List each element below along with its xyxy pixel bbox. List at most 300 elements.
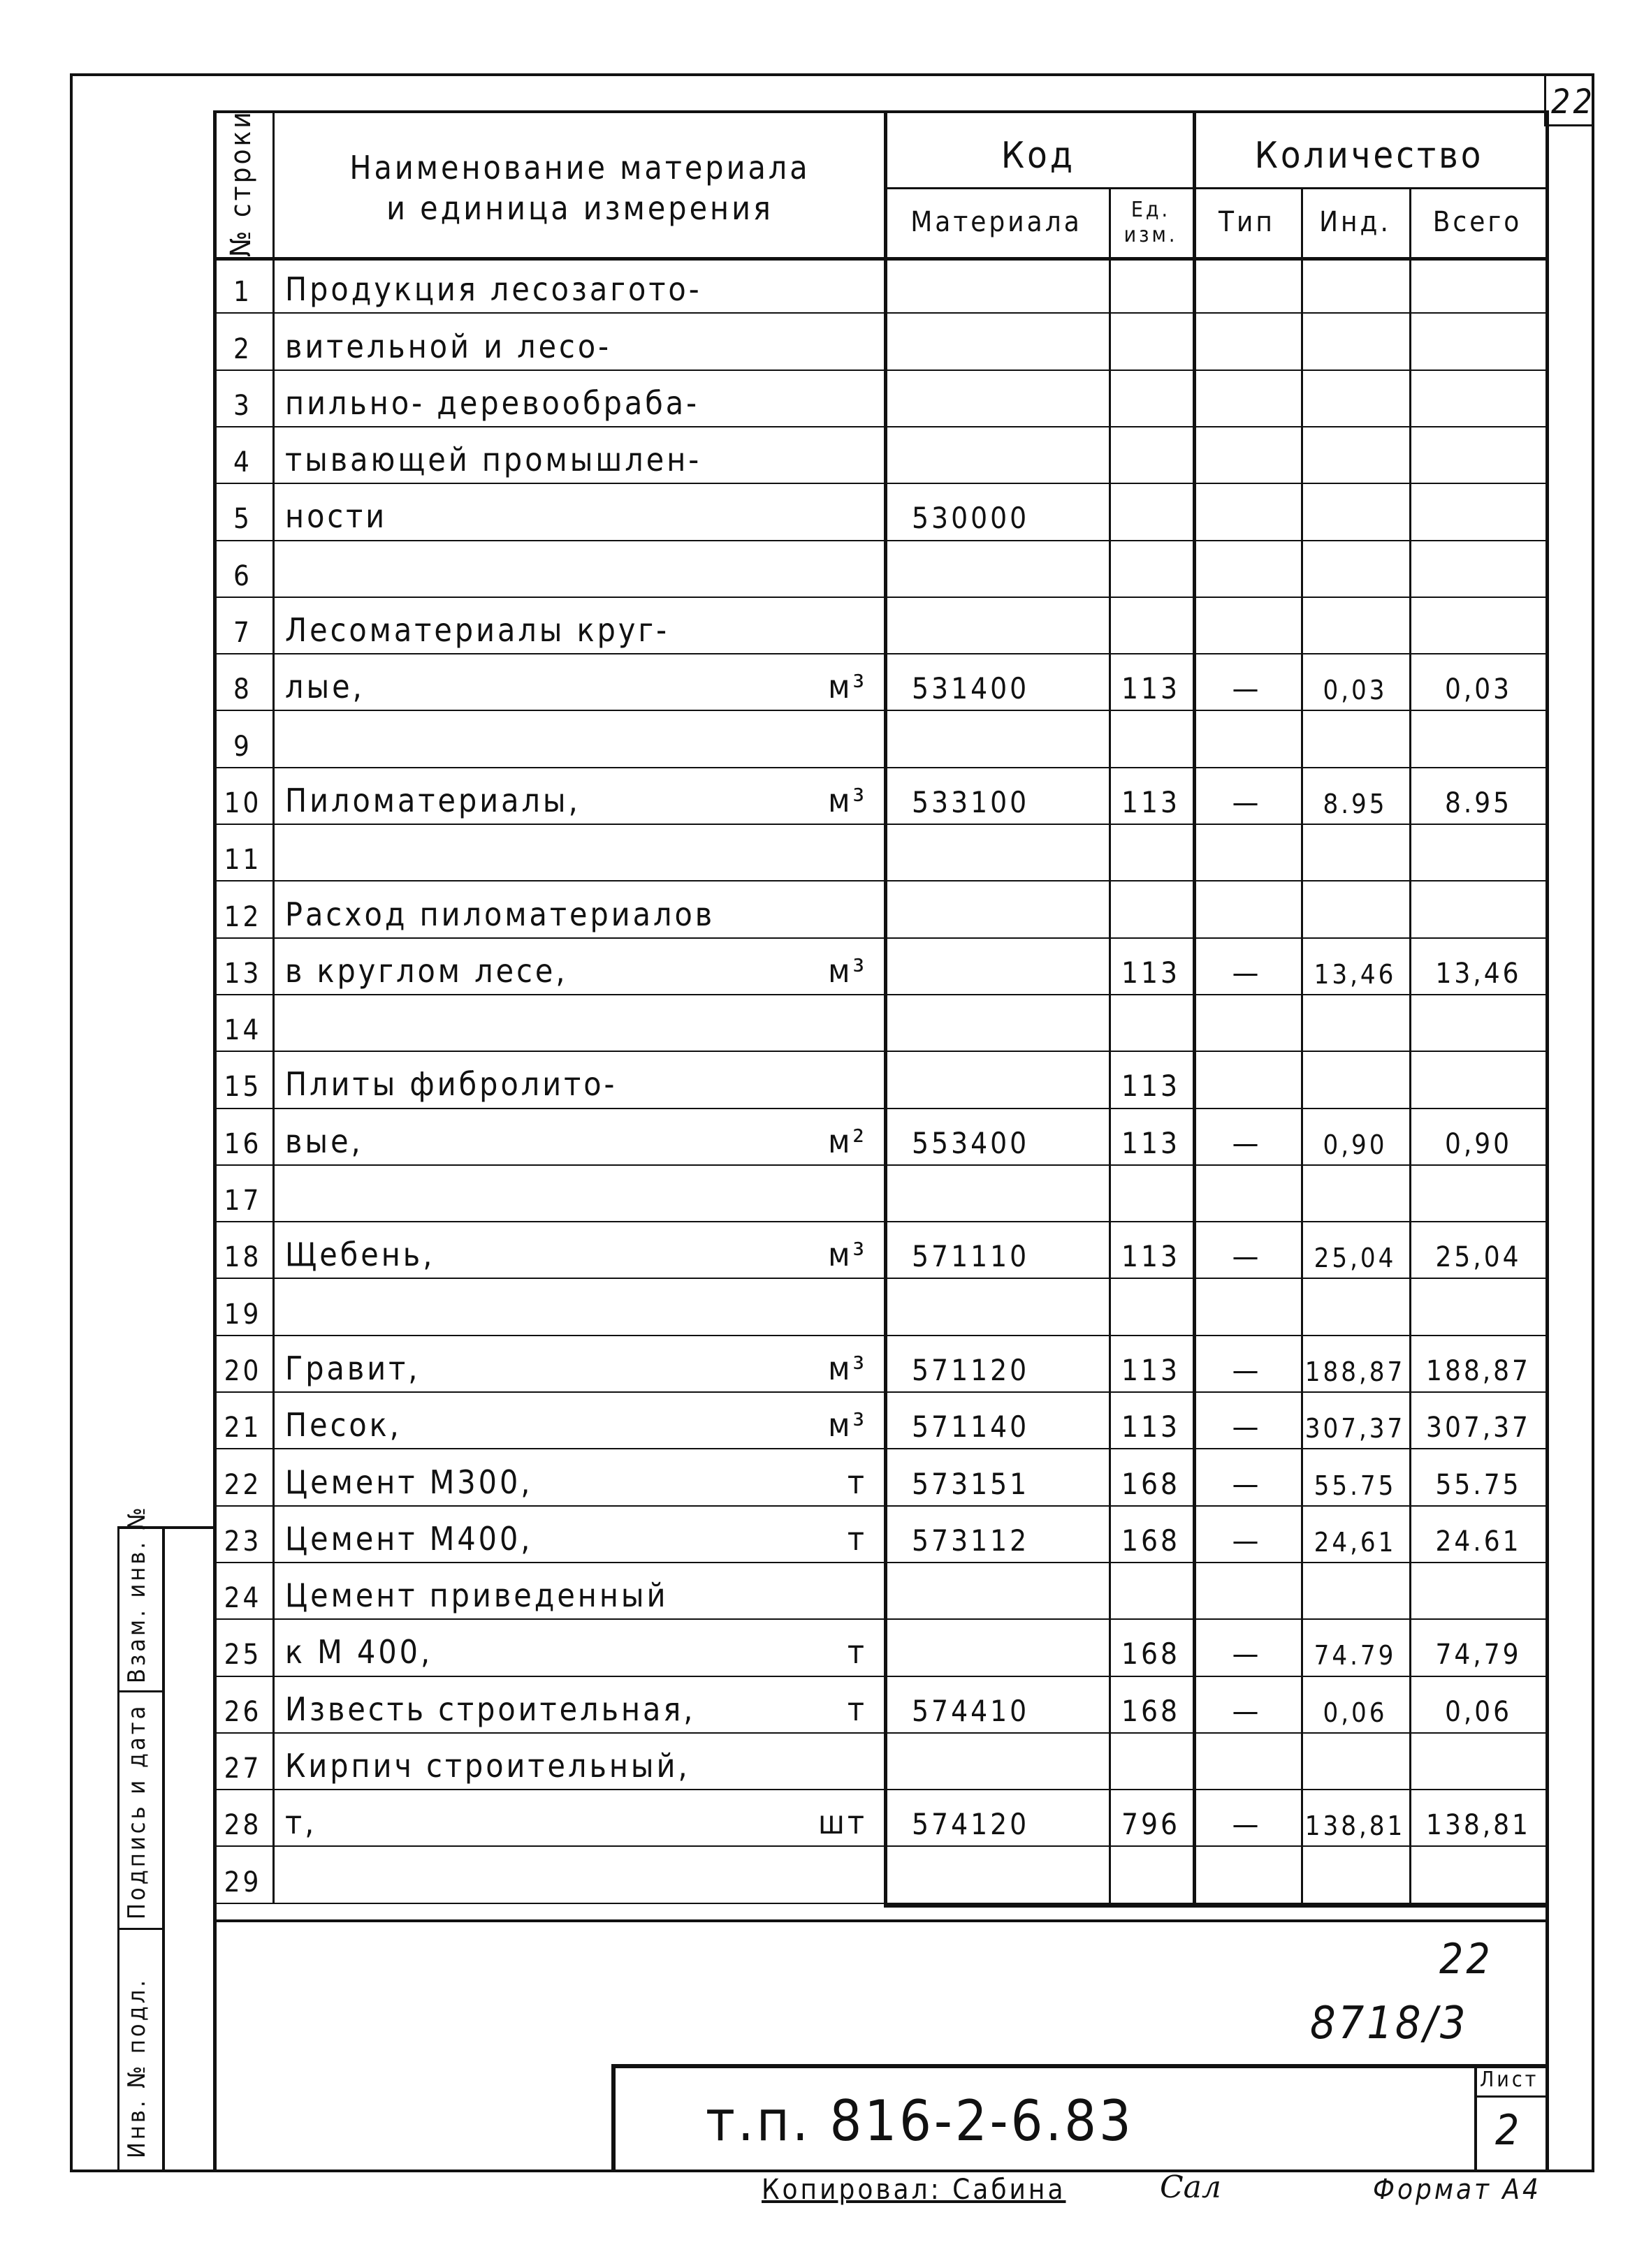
stamp-div2 [117, 1928, 165, 1930]
total-qty: 0,03 [1444, 673, 1513, 706]
row-number: 8 [233, 673, 252, 706]
type-qty [1193, 1170, 1301, 1217]
unit-symbol: м³ [828, 668, 867, 706]
type-qty: — [1232, 955, 1262, 990]
header-name-line1: Наименование материала [349, 149, 810, 186]
material-code: 573151 [912, 1466, 1030, 1501]
row-line [213, 1562, 1548, 1563]
material-code [884, 1738, 1109, 1785]
unit-code [1109, 546, 1193, 592]
individual-qty: 25,04 [1314, 1243, 1397, 1274]
document-number: т.п. 816-2-6.83 [706, 2088, 1134, 2153]
handwritten-page-number: 22 [1439, 1935, 1493, 1984]
row-number: 3 [233, 389, 252, 422]
type-qty: — [1232, 784, 1262, 819]
individual-qty: 8.95 [1323, 788, 1388, 819]
sheet-number: 2 [1495, 2106, 1522, 2155]
row-number: 18 [224, 1241, 262, 1274]
total-qty: 307,37 [1426, 1412, 1531, 1444]
unit-code: 113 [1121, 1125, 1181, 1160]
unit-symbol [814, 886, 877, 932]
unit-code: 113 [1121, 955, 1181, 990]
row-line [213, 1108, 1548, 1109]
unit-code: 168 [1121, 1466, 1181, 1501]
unit-symbol: т [847, 1690, 867, 1728]
individual-qty [1301, 715, 1409, 762]
unit-code: 168 [1121, 1523, 1181, 1558]
material-name: Цемент М300, [285, 1463, 533, 1501]
material-code [884, 1283, 1109, 1330]
unit-code [1109, 432, 1193, 478]
type-qty [1193, 488, 1301, 535]
material-code: 574120 [912, 1807, 1030, 1842]
row-line [213, 1789, 1548, 1790]
format-label: Формат А4 [1373, 2174, 1541, 2206]
type-qty: — [1232, 1637, 1262, 1671]
type-qty [1193, 1283, 1301, 1330]
unit-code: 113 [1121, 1410, 1181, 1444]
material-code [884, 829, 1109, 876]
material-name: Пиломатериалы, [285, 781, 581, 819]
title-block-left [611, 2064, 616, 2172]
unit-code [1109, 1283, 1193, 1330]
type-qty [1193, 1738, 1301, 1785]
total-qty [1409, 1056, 1548, 1103]
material-code [884, 1567, 1109, 1614]
material-code [884, 546, 1109, 592]
material-name: Расход пиломатериалов [285, 895, 715, 933]
header-group-divider [884, 187, 1548, 189]
unit-symbol: м³ [828, 1349, 867, 1387]
frame-bottom [70, 2170, 1594, 2172]
row-number: 25 [224, 1639, 262, 1671]
row-number: 14 [224, 1014, 262, 1047]
total-qty [1409, 375, 1548, 422]
sheet-box-left [1474, 2064, 1477, 2172]
unit-code [1109, 375, 1193, 422]
individual-qty: 0,03 [1323, 675, 1388, 706]
row-number: 16 [224, 1127, 262, 1160]
material-code [884, 715, 1109, 762]
material-name: Кирпич строительный, [285, 1747, 690, 1785]
individual-qty [1301, 602, 1409, 649]
material-code [884, 261, 1109, 308]
material-name [272, 1170, 821, 1217]
material-code: 571120 [912, 1352, 1030, 1387]
material-code: 531400 [912, 671, 1030, 706]
type-qty [1193, 1567, 1301, 1614]
row-line [213, 1618, 1548, 1620]
row-number: 4 [233, 446, 252, 479]
type-qty [1193, 375, 1301, 422]
material-code: 553400 [912, 1125, 1030, 1160]
material-code [884, 1851, 1109, 1898]
row-number: 26 [224, 1695, 262, 1728]
table-bottom-line [884, 1904, 1548, 1908]
material-name: Цемент М400, [285, 1519, 533, 1558]
material-code [884, 1000, 1109, 1046]
row-number: 28 [224, 1809, 262, 1842]
row-number: 19 [224, 1298, 262, 1331]
row-line [213, 1903, 1548, 1904]
total-qty: 25,04 [1435, 1241, 1522, 1274]
unit-symbol [814, 318, 877, 365]
unit-symbol [814, 1056, 877, 1103]
type-qty [1193, 829, 1301, 876]
total-qty [1409, 1170, 1548, 1217]
material-name [272, 1000, 821, 1046]
unit-symbol: м² [828, 1122, 867, 1160]
row-line [213, 1845, 1548, 1847]
material-name: ности [285, 497, 388, 536]
material-name: Плиты фибролито- [285, 1065, 618, 1104]
material-code [884, 1170, 1109, 1217]
material-code [884, 602, 1109, 649]
frame-right [1592, 73, 1594, 2172]
material-code: 573112 [912, 1523, 1030, 1558]
material-name: Щебень, [285, 1236, 435, 1274]
total-qty: 0,06 [1444, 1695, 1513, 1728]
unit-code: 796 [1121, 1807, 1181, 1842]
row-line [213, 824, 1548, 825]
type-qty: — [1232, 1523, 1262, 1558]
unit-symbol [814, 261, 877, 308]
unit-code [1109, 886, 1193, 932]
total-qty [1409, 886, 1548, 932]
footer-separator [213, 1919, 1549, 1922]
unit-symbol: м³ [828, 1406, 867, 1444]
unit-code [1109, 715, 1193, 762]
material-name: вительной и лесо- [285, 327, 612, 365]
header-code-group: Код [1001, 135, 1076, 177]
type-qty [1193, 715, 1301, 762]
header-row-number: № строки [225, 109, 257, 257]
total-qty [1409, 432, 1548, 478]
row-number: 11 [224, 844, 262, 877]
unit-code [1109, 318, 1193, 365]
material-code [884, 1056, 1109, 1103]
material-name: вые, [285, 1122, 363, 1160]
total-qty [1409, 1738, 1548, 1785]
total-qty: 188,87 [1426, 1354, 1531, 1387]
unit-code [1109, 1738, 1193, 1785]
type-qty: — [1232, 1807, 1262, 1842]
row-line [213, 1164, 1548, 1166]
total-qty: 55.75 [1435, 1468, 1522, 1501]
row-number: 27 [224, 1753, 262, 1785]
unit-symbol: шт [818, 1804, 867, 1842]
material-name: Цемент приведенный [285, 1576, 669, 1615]
individual-qty [1301, 1283, 1409, 1330]
type-qty [1193, 1056, 1301, 1103]
total-qty [1409, 1567, 1548, 1614]
row-number: 21 [224, 1412, 262, 1444]
total-qty: 24.61 [1435, 1525, 1522, 1558]
unit-symbol [814, 546, 877, 592]
total-qty [1409, 1000, 1548, 1046]
material-code: 574410 [912, 1693, 1030, 1728]
individual-qty: 307,37 [1304, 1413, 1406, 1444]
unit-symbol [814, 1283, 877, 1330]
row-line [213, 1676, 1548, 1677]
row-number: 23 [224, 1525, 262, 1558]
row-line [213, 1448, 1548, 1449]
total-qty: 74,79 [1435, 1639, 1522, 1671]
total-qty: 138,81 [1426, 1809, 1531, 1842]
title-block-top [611, 2064, 1549, 2068]
frame-top [70, 73, 1594, 76]
row-line [213, 483, 1548, 484]
unit-symbol [814, 602, 877, 649]
row-number: 15 [224, 1071, 262, 1104]
material-name: Лесоматериалы круг- [285, 611, 670, 650]
type-qty [1193, 886, 1301, 932]
header-qty-group: Количество [1254, 135, 1484, 177]
row-number: 24 [224, 1582, 262, 1615]
stamp-col-divider [117, 1526, 119, 2172]
unit-symbol [814, 432, 877, 478]
individual-qty [1301, 432, 1409, 478]
header-code-material: Материала [910, 206, 1082, 238]
unit-symbol: т [847, 1519, 867, 1558]
unit-symbol [814, 715, 877, 762]
unit-code [1109, 1170, 1193, 1217]
material-name: пильно- деревообраба- [285, 383, 700, 422]
row-number: 20 [224, 1354, 262, 1387]
material-name [272, 829, 821, 876]
row-line [213, 767, 1548, 768]
unit-symbol [814, 488, 877, 535]
unit-symbol [814, 1000, 877, 1046]
unit-symbol [814, 829, 877, 876]
individual-qty: 13,46 [1314, 958, 1397, 990]
unit-symbol [814, 375, 877, 422]
row-number: 10 [224, 787, 262, 819]
total-qty: 0,90 [1444, 1127, 1513, 1160]
material-code [884, 886, 1109, 932]
row-line [213, 1732, 1548, 1734]
type-qty [1193, 1000, 1301, 1046]
material-code [884, 943, 1109, 990]
total-qty: 13,46 [1435, 957, 1522, 990]
unit-code: 113 [1121, 671, 1181, 706]
unit-symbol [814, 1170, 877, 1217]
material-code [884, 1624, 1109, 1671]
material-code [884, 432, 1109, 478]
row-line [213, 710, 1548, 711]
total-qty [1409, 546, 1548, 592]
material-name [272, 1851, 821, 1898]
unit-code [1109, 488, 1193, 535]
stamp-inv-original: Инв. № подл. [123, 1977, 151, 2158]
corner-sheet-number: 22 [1551, 82, 1595, 122]
header-name-line2: и единица измерения [386, 189, 773, 227]
unit-code: 168 [1121, 1637, 1181, 1671]
type-qty: — [1232, 1693, 1262, 1728]
unit-code [1109, 1000, 1193, 1046]
type-qty: — [1232, 1239, 1262, 1274]
material-code: 571110 [912, 1239, 1030, 1274]
material-name: тывающей промышлен- [285, 441, 702, 479]
type-qty [1193, 432, 1301, 478]
unit-code [1109, 829, 1193, 876]
row-line [213, 1505, 1548, 1507]
handwritten-code: 8718/3 [1310, 1998, 1469, 2049]
row-number: 6 [233, 559, 252, 592]
total-qty: 8.95 [1444, 787, 1513, 819]
copier-signature: Сал [1160, 2170, 1221, 2205]
unit-symbol: т [847, 1633, 867, 1671]
header-qty-type: Тип [1219, 206, 1275, 238]
individual-qty [1301, 1056, 1409, 1103]
row-line [213, 994, 1548, 995]
individual-qty: 138,81 [1304, 1810, 1406, 1842]
individual-qty [1301, 1000, 1409, 1046]
sheet-label: Лист [1480, 2068, 1539, 2092]
total-qty [1409, 715, 1548, 762]
material-name: Известь строительная, [285, 1690, 696, 1728]
material-code: 533100 [912, 784, 1030, 819]
row-number: 29 [224, 1866, 262, 1898]
individual-qty: 24,61 [1314, 1526, 1397, 1558]
row-number: 2 [233, 332, 252, 365]
row-number: 22 [224, 1468, 262, 1501]
individual-qty [1301, 488, 1409, 535]
row-line [213, 937, 1548, 939]
total-qty [1409, 318, 1548, 365]
row-number: 9 [233, 730, 252, 763]
unit-symbol: м³ [828, 951, 867, 990]
row-line [213, 653, 1548, 654]
row-line [213, 880, 1548, 881]
type-qty [1193, 546, 1301, 592]
header-unit-line2: изм. [1123, 222, 1178, 247]
row-line [213, 426, 1548, 427]
unit-code: 168 [1121, 1693, 1181, 1728]
individual-qty: 74.79 [1314, 1640, 1397, 1671]
material-code [884, 318, 1109, 365]
individual-qty: 0,06 [1323, 1697, 1388, 1728]
material-code: 571140 [912, 1410, 1030, 1444]
sheet-box-divider [1474, 2095, 1549, 2098]
type-qty [1193, 602, 1301, 649]
frame-left [70, 73, 73, 2172]
individual-qty [1301, 1738, 1409, 1785]
individual-qty [1301, 261, 1409, 308]
corner-box-bottom [1544, 124, 1594, 126]
unit-code: 113 [1121, 1239, 1181, 1274]
unit-code [1109, 1851, 1193, 1898]
header-qty-ind: Инд. [1319, 206, 1391, 238]
header-unit-line1: Ед. [1130, 197, 1171, 222]
row-line [213, 1221, 1548, 1222]
row-line [213, 540, 1548, 541]
unit-symbol [814, 1738, 877, 1785]
row-line [213, 1391, 1548, 1393]
type-qty: — [1232, 1125, 1262, 1160]
individual-qty [1301, 1567, 1409, 1614]
material-name: т, [285, 1804, 317, 1842]
total-qty [1409, 602, 1548, 649]
unit-code: 113 [1121, 1069, 1181, 1104]
total-qty [1409, 1283, 1548, 1330]
individual-qty: 188,87 [1304, 1356, 1406, 1387]
stamp-signature-date: Подпись и дата [123, 1703, 151, 1919]
unit-code: 113 [1121, 784, 1181, 819]
stamp-div1 [117, 1690, 165, 1692]
material-code: 530000 [912, 501, 1030, 536]
individual-qty [1301, 1170, 1409, 1217]
header-bottom-line [213, 257, 1548, 261]
type-qty: — [1232, 671, 1262, 706]
material-name [272, 1283, 821, 1330]
row-line [213, 597, 1548, 598]
unit-symbol: т [847, 1463, 867, 1501]
individual-qty [1301, 318, 1409, 365]
row-line [213, 1278, 1548, 1279]
type-qty [1193, 318, 1301, 365]
unit-code: 113 [1121, 1352, 1181, 1387]
row-line [213, 1051, 1548, 1052]
type-qty [1193, 261, 1301, 308]
individual-qty: 55.75 [1314, 1470, 1397, 1501]
type-qty: — [1232, 1466, 1262, 1501]
stamp-inv-replaced: Взам. инв. № [123, 1505, 151, 1683]
individual-qty [1301, 1851, 1409, 1898]
header-qty-total: Всего [1432, 206, 1522, 238]
type-qty: — [1232, 1352, 1262, 1387]
stamp-right-border [162, 1526, 165, 2172]
material-name [272, 546, 821, 592]
unit-symbol [814, 1851, 877, 1898]
corner-box-left [1544, 73, 1546, 126]
copied-by: Копировал: Сабина [762, 2174, 1066, 2206]
row-number: 17 [224, 1185, 262, 1217]
row-line [213, 370, 1548, 371]
row-number: 12 [224, 900, 262, 933]
unit-symbol: м³ [828, 1236, 867, 1274]
total-qty [1409, 1851, 1548, 1898]
material-name: в круглом лесе, [285, 951, 568, 990]
type-qty: — [1232, 1410, 1262, 1444]
inner-frame-top [213, 110, 1549, 113]
material-name: Гравит, [285, 1349, 421, 1387]
material-name: Песок, [285, 1406, 402, 1444]
unit-code [1109, 602, 1193, 649]
type-qty [1193, 1851, 1301, 1898]
row-number: 7 [233, 617, 252, 650]
material-code [884, 375, 1109, 422]
row-number: 5 [233, 503, 252, 536]
unit-symbol [814, 1567, 877, 1614]
row-number: 1 [233, 276, 252, 309]
row-line [213, 312, 1548, 314]
material-name [272, 715, 821, 762]
individual-qty [1301, 375, 1409, 422]
material-name: Продукция лесозагото- [285, 270, 702, 309]
total-qty [1409, 261, 1548, 308]
unit-code [1109, 261, 1193, 308]
individual-qty: 0,90 [1323, 1129, 1388, 1160]
unit-code [1109, 1567, 1193, 1614]
individual-qty [1301, 546, 1409, 592]
row-line [213, 1335, 1548, 1336]
material-name: к М 400, [285, 1633, 433, 1671]
row-number: 13 [224, 957, 262, 990]
individual-qty [1301, 829, 1409, 876]
material-name: лые, [285, 668, 365, 706]
individual-qty [1301, 886, 1409, 932]
